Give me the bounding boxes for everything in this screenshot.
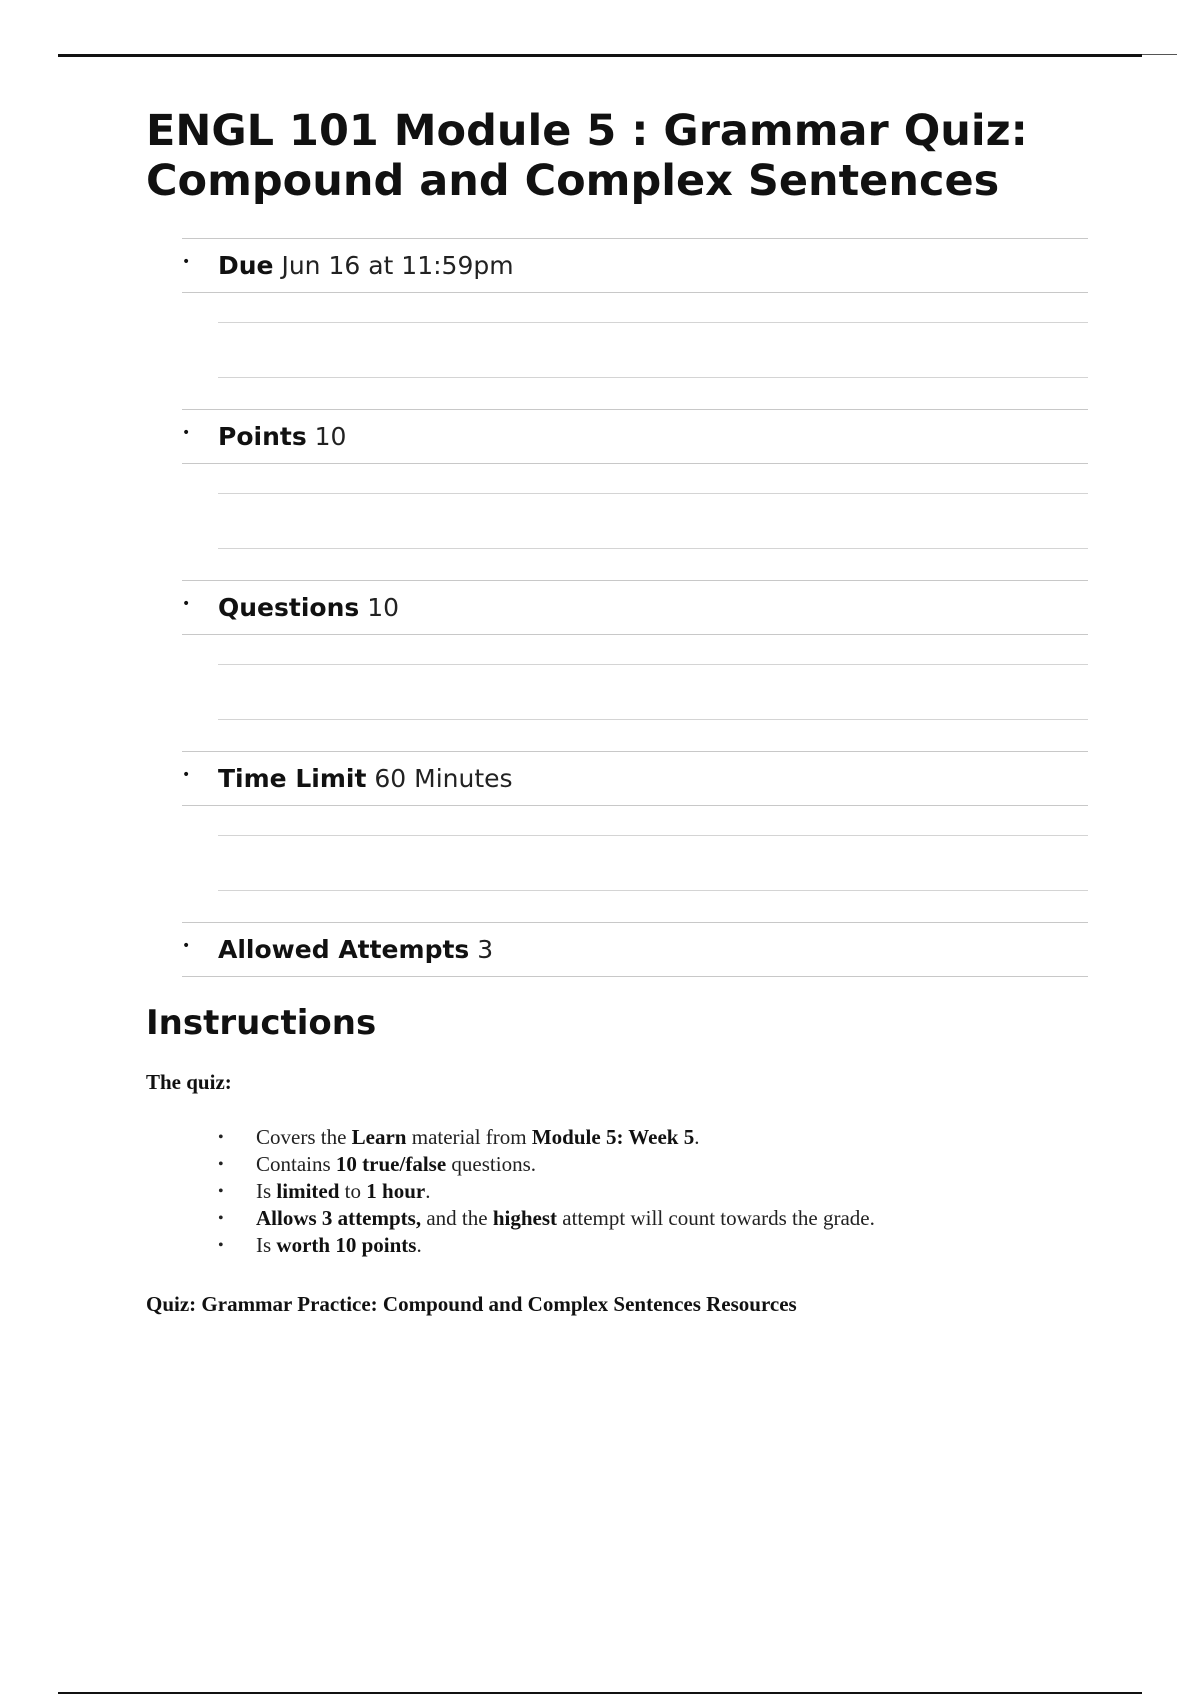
bullet-icon: •: [182, 767, 191, 783]
detail-value: 3: [477, 935, 494, 964]
detail-due: [182, 238, 1088, 409]
detail-value: 10: [367, 593, 400, 622]
bullet-icon: •: [182, 938, 191, 954]
detail-label: Questions: [218, 593, 360, 622]
quiz-intro-label: The quiz:: [146, 1070, 232, 1094]
instruction-item: • Is worth 10 points.: [218, 1233, 422, 1257]
bullet-icon: •: [182, 254, 191, 270]
detail-value: Jun 16 at 11:59pm: [281, 251, 514, 280]
bullet-icon: •: [218, 1237, 224, 1254]
detail-label: Points: [218, 422, 307, 451]
detail-value: 10: [314, 422, 347, 451]
top-rule-tail: [1142, 54, 1177, 55]
detail-allowed-attempts: [182, 922, 1088, 977]
detail-label: Due: [218, 251, 274, 280]
detail-label: Allowed Attempts: [218, 935, 470, 964]
detail-label: Time Limit: [218, 764, 367, 793]
bullet-icon: •: [182, 425, 191, 441]
bottom-rule: [58, 1692, 1142, 1694]
bullet-icon: •: [182, 596, 191, 612]
bullet-icon: •: [218, 1210, 224, 1227]
instructions-heading: Instructions: [146, 1003, 377, 1043]
instructions-list: [218, 1124, 875, 1259]
resources-link[interactable]: Quiz: Grammar Practice: Compound and Complex Sentences Resources: [146, 1292, 797, 1316]
quiz-details-list: [182, 238, 1088, 977]
bullet-icon: •: [218, 1183, 224, 1200]
page-title: ENGL 101 Module 5 : Grammar Quiz: Compound and Complex Sentences: [146, 106, 1028, 206]
detail-questions: [182, 580, 1088, 751]
detail-spacer: [182, 806, 1088, 922]
detail-time-limit: [182, 751, 1088, 922]
bullet-icon: •: [218, 1129, 224, 1146]
instruction-item: • Allows 3 attempts, and the highest attempt will count towards the grade.: [218, 1206, 875, 1230]
detail-spacer: [182, 293, 1088, 409]
instruction-item: • Contains 10 true/false questions.: [218, 1152, 536, 1176]
detail-spacer: [182, 635, 1088, 751]
top-rule: [58, 54, 1142, 57]
instruction-item: • Is limited to 1 hour.: [218, 1179, 431, 1203]
detail-value: 60 Minutes: [374, 764, 513, 793]
detail-points: [182, 409, 1088, 580]
detail-spacer: [182, 464, 1088, 580]
instruction-item: • Covers the Learn material from Module 5: Week 5.: [218, 1125, 700, 1149]
bullet-icon: •: [218, 1156, 224, 1173]
